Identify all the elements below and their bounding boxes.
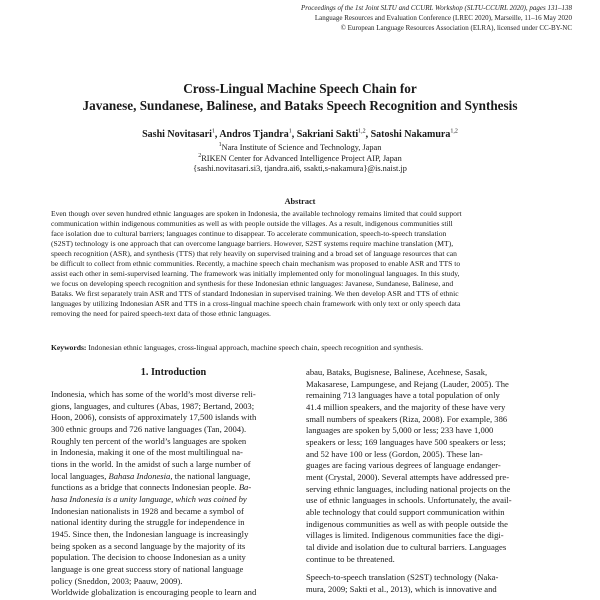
body-line	[51, 471, 297, 483]
body-line: 1945. Since then, the Indonesian language is increasingly	[51, 528, 249, 539]
affiliation-mark: 2	[198, 152, 202, 159]
conference-line: Language Resources and Evaluation Conference (LREC 2020), Marseille, 11–16 May 2020	[314, 14, 572, 22]
body-line: tal divide and isolation due to cultural barriers. Languages	[306, 541, 507, 552]
affiliation-text: RIKEN Center for Advanced Intelligence Project AIP, Japan	[201, 153, 402, 163]
body-line	[51, 494, 297, 506]
body-line: indigenous communities as well as with people outside the	[306, 518, 508, 529]
body-line: policy (Sneddon, 2003; Paauw, 2009).	[51, 575, 183, 586]
paragraph-gap	[306, 565, 553, 572]
emphasis-bahasa-indonesia: Bahasa Indonesia	[108, 470, 171, 481]
body-text: , the national language,	[170, 470, 251, 481]
keywords-label: Keywords:	[51, 343, 87, 352]
body-line: abau, Bataks, Bugisnese, Balinese, Acehnese, Sasak,	[306, 367, 488, 377]
body-line: use of ethnic languages in schools. Unfortunately, the avail-	[306, 495, 512, 506]
body-line: Hoon, 2006), consists of approximately 17,500 islands with	[51, 412, 257, 423]
body-line: being spoken as a second language by the majority of its	[51, 540, 246, 551]
abstract-line: assist each other in semi-supervised learning. The framework was initially implemented only for monolingual languages. In this study,	[51, 269, 460, 279]
body-line: guages are facing various degrees of language endanger-	[306, 460, 501, 471]
author-name: Sakriani Sakti	[296, 129, 359, 140]
body-line: 300 ethnic groups and 726 native languages (Tan, 2004).	[51, 423, 247, 434]
body-line: population. The decision to choose Indonesian as a unity	[51, 552, 246, 563]
body-line: gions, languages, and cultures (Abas, 1987; Bertand, 2003;	[51, 400, 255, 411]
body-line	[51, 482, 297, 494]
paper-title	[30, 80, 570, 114]
author-affiliation-mark: 1	[211, 128, 215, 135]
body-line: Indonesian nationalists in 1928 and became a symbol of	[51, 505, 244, 516]
emphasis-ba: Ba-	[238, 482, 252, 493]
license-line: © European Language Resources Association (ELRA), licensed under CC-BY-NC	[340, 24, 572, 32]
body-text: hasa Indonesia is a unity language, which was coined by	[51, 493, 247, 504]
body-line: able technology that could support communication within	[306, 506, 505, 517]
affiliation-2	[30, 154, 570, 165]
affiliation-1	[30, 143, 570, 154]
abstract-heading: Abstract	[284, 197, 316, 206]
body-text: local languages,	[51, 470, 109, 481]
abstract-line: we focus on developing speech recognition and synthesis for these Indonesian ethnic languages: Javanese, Sundanese, Balinese, and	[51, 279, 454, 289]
keywords	[51, 343, 551, 352]
right-column	[306, 367, 553, 595]
left-column	[51, 389, 297, 599]
title-line-1: Cross-Lingual Machine Speech Chain for	[183, 81, 417, 96]
abstract-line: languages by utilizing Indonesian ASR and TTS in a cross-lingual machine speech chain framework with only text or only speech data	[51, 299, 461, 309]
title-line-2: Javanese, Sundanese, Balinese, and Bataks Speech Recognition and Synthesis	[82, 98, 518, 113]
keywords-text: Indonesian ethnic languages, cross-lingual approach, machine speech chain, speech recognition and synthesis.	[88, 343, 423, 352]
body-line: speakers or less; 169 languages have 500 speakers or less;	[306, 436, 506, 447]
author-list: Sashi Novitasari$^1$, Andros Tjandra$^1$, Sakriani Sakti$^{1,2}$, Satoshi Nakamura$^{1,2}$	[142, 128, 458, 140]
body-line: villages is limited. Indigenous communities face the digi-	[306, 530, 504, 541]
author-name: Satoshi Nakamura	[370, 129, 451, 140]
body-line: Roughly ten percent of the world’s languages are spoken	[51, 435, 247, 446]
abstract-line: (S2ST) technology is one approach that can overcome language barriers. However, S2ST systems require machine translation (MT),	[51, 239, 454, 249]
section-heading-introduction: 1. Introduction	[140, 367, 207, 378]
body-line: serving ethnic languages, including national projects on the	[306, 483, 511, 494]
abstract-line: Even though over seven hundred ethnic languages are spoken in Indonesia, the available technology remains limited that could support	[51, 209, 462, 218]
author-affiliation-mark: 1,2	[450, 128, 458, 135]
body-line: Indonesia, which has some of the world’s most diverse reli-	[51, 389, 256, 399]
abstract-body	[51, 209, 551, 320]
body-line: Speech-to-speech translation (S2ST) technology (Naka-	[306, 572, 499, 583]
body-line: Worldwide globalization is encouraging people to learn and	[51, 587, 257, 598]
author-affiliation-mark: 1	[288, 128, 292, 135]
abstract-line: Bataks. We first separately train ASR and TTS of standard Indonesian in supervised training. We then develop ASR and TTS of ethnic	[51, 289, 459, 299]
affiliations	[30, 143, 570, 175]
abstract-line: communication within indigenous communities as well as with people outside the villages. As a result, indigenous communities still	[51, 219, 453, 229]
proceedings-header	[192, 3, 572, 33]
body-line: ment (Crystal, 2000). Several attempts have addressed pre-	[306, 471, 510, 482]
body-line: and 52 have 100 or less (Gordon, 2005). These lan-	[306, 448, 483, 459]
abstract-line: face isolation due to cultural barriers; languages continue to disappear. To accelerate communication, speech-to-speech translation	[51, 229, 447, 239]
author-emails: {sashi.novitasari.si3, tjandra.ai6, ssakti,s-nakamura}@is.naist.jp	[193, 164, 407, 174]
affiliation-mark: 1	[218, 142, 222, 149]
body-line: remaining 713 languages have a total population of only	[306, 390, 500, 401]
body-line: languages are spoken by 5,000 or less; 233 have 1,000	[306, 425, 494, 436]
body-line: small numbers of speakers (Riza, 2008). For example, 386	[306, 413, 508, 424]
body-line: language is one great success story of national language	[51, 563, 244, 574]
body-text: functions as a bridge that connects Indonesian people.	[51, 482, 239, 493]
body-line: tions in the world. In the amidst of such a large number of	[51, 458, 251, 469]
abstract-line: be difficult to collect from ethnic communities. Recently, a machine speech chain mechanism was proposed to enable ASR and TTS to	[51, 259, 461, 269]
body-line: continue to be threatened.	[306, 553, 395, 564]
affiliation-text: Nara Institute of Science and Technology, Japan	[221, 143, 382, 152]
abstract-line: removing the need for paired speech-text data of those ethnic languages.	[51, 309, 271, 319]
body-line: Makasarese, Lampungese, and Rejang (Lauder, 2005). The	[306, 378, 509, 389]
body-line: in Indonesia, making it one of the most multilingual na-	[51, 447, 243, 458]
abstract-line: speech recognition (ASR), and synthesis (TTS) that rely heavily on supervised training and a broad set of language resources that can	[51, 249, 457, 259]
body-line: mura, 2009; Sakti et al., 2013), which is innovative and	[306, 583, 497, 594]
body-line: 41.4 million speakers, and the majority of these have very	[306, 401, 506, 412]
proceedings-line: Proceedings of the 1st Joint SLTU and CCURL Workshop (SLTU-CCURL 2020), pages 131–138	[301, 4, 572, 12]
author-name: Andros Tjandra	[219, 129, 289, 140]
author-name: Sashi Novitasari	[142, 129, 212, 140]
author-affiliation-mark: 1,2	[358, 128, 366, 135]
body-line: national identity during the struggle for independence in	[51, 517, 245, 528]
